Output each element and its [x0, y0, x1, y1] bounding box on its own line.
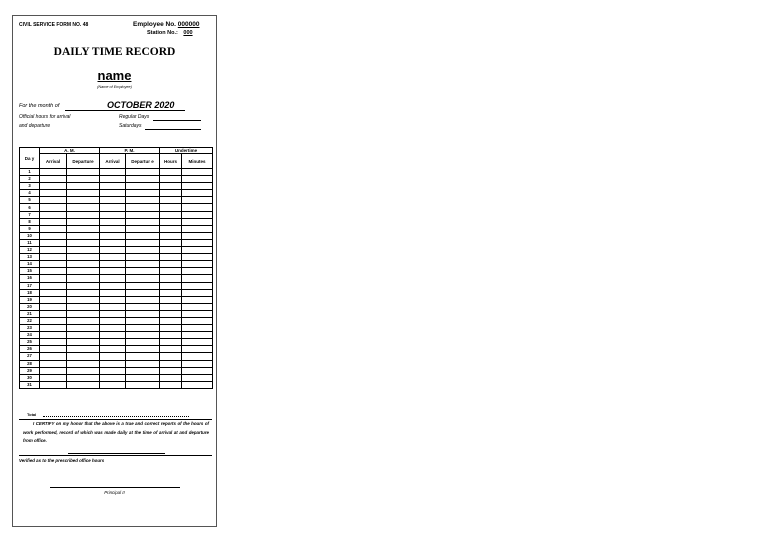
- undertime-minutes-cell[interactable]: [182, 268, 213, 275]
- undertime-hours-cell[interactable]: [160, 296, 182, 303]
- am-arrival-cell[interactable]: [40, 197, 67, 204]
- col-day-header: Da y: [20, 148, 40, 169]
- col-undertime-header: Undertime: [160, 148, 213, 154]
- am-arrival-cell[interactable]: [40, 190, 67, 197]
- day-row: [20, 268, 213, 275]
- undertime-hours-cell[interactable]: [160, 289, 182, 296]
- day-number: 17: [20, 282, 40, 289]
- form-number: CIVIL SERVICE FORM NO. 48: [19, 22, 89, 28]
- day-number: 23: [20, 325, 40, 332]
- undertime-minutes-cell[interactable]: [182, 275, 213, 282]
- pm-departure-cell[interactable]: [126, 254, 160, 261]
- pm-departure-cell[interactable]: [126, 332, 160, 339]
- day-number: 31: [20, 381, 40, 388]
- pm-arrival-cell[interactable]: [100, 296, 126, 303]
- employee-no-label: Employee No.: [133, 21, 176, 28]
- day-number: 19: [20, 296, 40, 303]
- am-departure-cell[interactable]: [67, 261, 100, 268]
- undertime-hours-cell[interactable]: [160, 360, 182, 367]
- pm-departure-cell[interactable]: [126, 275, 160, 282]
- undertime-minutes-cell[interactable]: [182, 339, 213, 346]
- undertime-hours-cell[interactable]: [160, 183, 182, 190]
- undertime-hours-cell[interactable]: [160, 353, 182, 360]
- undertime-minutes-cell[interactable]: [182, 346, 213, 353]
- verified-text: Verified as to the prescribed office hours: [19, 458, 105, 463]
- pm-arrival-cell[interactable]: [100, 310, 126, 317]
- col-pm-header: P. M.: [100, 148, 160, 154]
- pm-departure-cell[interactable]: [126, 197, 160, 204]
- undertime-minutes-cell[interactable]: [182, 247, 213, 254]
- day-number: 27: [20, 353, 40, 360]
- pm-arrival-cell[interactable]: [100, 360, 126, 367]
- undertime-hours-cell[interactable]: [160, 374, 182, 381]
- day-row: [20, 317, 213, 324]
- am-departure-cell[interactable]: [67, 218, 100, 225]
- undertime-hours-cell[interactable]: [160, 204, 182, 211]
- pm-arrival-cell[interactable]: [100, 346, 126, 353]
- undertime-hours-cell[interactable]: [160, 254, 182, 261]
- day-number: 14: [20, 261, 40, 268]
- am-arrival-cell[interactable]: [40, 374, 67, 381]
- am-arrival-cell[interactable]: [40, 183, 67, 190]
- am-departure-cell[interactable]: [67, 232, 100, 239]
- day-number: 12: [20, 247, 40, 254]
- certification-text: I CERTIFY on my honor that the above is a true and correct reports of the hours of work performed, record of which was made daily at the time of arrival at and departure from office.: [23, 421, 209, 443]
- am-departure-cell[interactable]: [67, 225, 100, 232]
- time-record-body: [20, 169, 213, 389]
- am-departure-cell[interactable]: [67, 204, 100, 211]
- saturdays-line: [145, 129, 201, 130]
- undertime-hours-cell[interactable]: [160, 239, 182, 246]
- day-number: 6: [20, 204, 40, 211]
- am-arrival-cell[interactable]: [40, 268, 67, 275]
- am-arrival-cell[interactable]: [40, 211, 67, 218]
- am-departure-cell[interactable]: [67, 183, 100, 190]
- pm-arrival-cell[interactable]: [100, 211, 126, 218]
- day-row: [20, 339, 213, 346]
- undertime-hours-cell[interactable]: [160, 218, 182, 225]
- undertime-minutes-cell[interactable]: [182, 225, 213, 232]
- day-row: [20, 254, 213, 261]
- day-row: [20, 190, 213, 197]
- pm-arrival-cell[interactable]: [100, 289, 126, 296]
- dtr-form: [12, 15, 217, 527]
- day-number: 25: [20, 339, 40, 346]
- day-row: [20, 360, 213, 367]
- pm-departure-cell[interactable]: [126, 190, 160, 197]
- day-number: 9: [20, 225, 40, 232]
- day-row: [20, 381, 213, 388]
- am-departure-cell[interactable]: [67, 211, 100, 218]
- station-no-value: 000: [183, 30, 193, 36]
- am-arrival-cell[interactable]: [40, 247, 67, 254]
- total-row: [27, 412, 36, 417]
- undertime-minutes-cell[interactable]: [182, 374, 213, 381]
- am-departure-cell[interactable]: [67, 374, 100, 381]
- am-departure-cell[interactable]: [67, 190, 100, 197]
- undertime-hours-cell[interactable]: [160, 225, 182, 232]
- undertime-minutes-cell[interactable]: [182, 211, 213, 218]
- pm-departure-cell[interactable]: [126, 169, 160, 176]
- am-arrival-cell[interactable]: [40, 303, 67, 310]
- pm-departure-cell[interactable]: [126, 317, 160, 324]
- pm-departure-cell[interactable]: [126, 289, 160, 296]
- undertime-hours-cell[interactable]: [160, 169, 182, 176]
- pm-departure-cell[interactable]: [126, 176, 160, 183]
- pm-arrival-cell[interactable]: [100, 282, 126, 289]
- am-departure-cell[interactable]: [67, 239, 100, 246]
- pm-arrival-cell[interactable]: [100, 232, 126, 239]
- day-number: 2: [20, 176, 40, 183]
- day-row: [20, 310, 213, 317]
- am-departure-cell[interactable]: [67, 197, 100, 204]
- am-arrival-cell[interactable]: [40, 346, 67, 353]
- day-number: 15: [20, 268, 40, 275]
- undertime-minutes-cell[interactable]: [182, 197, 213, 204]
- day-number: 29: [20, 367, 40, 374]
- undertime-minutes-cell[interactable]: [182, 261, 213, 268]
- day-row: [20, 197, 213, 204]
- day-number: 8: [20, 218, 40, 225]
- pm-departure-cell[interactable]: [126, 339, 160, 346]
- am-departure-cell[interactable]: [67, 247, 100, 254]
- undertime-hours-cell[interactable]: [160, 232, 182, 239]
- station-no-row: [147, 30, 193, 36]
- am-arrival-cell[interactable]: [40, 232, 67, 239]
- day-row: [20, 325, 213, 332]
- undertime-minutes-cell[interactable]: [182, 332, 213, 339]
- pm-arrival-cell[interactable]: [100, 339, 126, 346]
- col-am-arrival: Arrival: [40, 154, 67, 169]
- day-row: [20, 211, 213, 218]
- undertime-hours-cell[interactable]: [160, 317, 182, 324]
- undertime-minutes-cell[interactable]: [182, 183, 213, 190]
- day-row: [20, 183, 213, 190]
- total-dotted-line: [43, 416, 189, 417]
- employee-name-caption: (Name of Employee): [97, 85, 132, 89]
- undertime-hours-cell[interactable]: [160, 261, 182, 268]
- pm-arrival-cell[interactable]: [100, 218, 126, 225]
- pm-arrival-cell[interactable]: [100, 353, 126, 360]
- am-departure-cell[interactable]: [67, 360, 100, 367]
- official-hours-line1: Official hours for arrival: [19, 114, 71, 120]
- pm-arrival-cell[interactable]: [100, 374, 126, 381]
- day-row: [20, 218, 213, 225]
- form-title: DAILY TIME RECORD: [53, 46, 176, 58]
- pm-departure-cell[interactable]: [126, 268, 160, 275]
- day-number: 18: [20, 289, 40, 296]
- pm-arrival-cell[interactable]: [100, 190, 126, 197]
- undertime-hours-cell[interactable]: [160, 197, 182, 204]
- am-arrival-cell[interactable]: [40, 339, 67, 346]
- pm-departure-cell[interactable]: [126, 374, 160, 381]
- am-arrival-cell[interactable]: [40, 332, 67, 339]
- am-arrival-cell[interactable]: [40, 225, 67, 232]
- day-row: [20, 275, 213, 282]
- col-undertime-hours: Hours: [160, 154, 182, 169]
- undertime-hours-cell[interactable]: [160, 367, 182, 374]
- total-label: Total: [27, 412, 37, 417]
- pm-arrival-cell[interactable]: [100, 225, 126, 232]
- pm-departure-cell[interactable]: [126, 225, 160, 232]
- pm-departure-cell[interactable]: [126, 211, 160, 218]
- day-row: [20, 332, 213, 339]
- am-arrival-cell[interactable]: [40, 218, 67, 225]
- undertime-minutes-cell[interactable]: [182, 325, 213, 332]
- am-departure-cell[interactable]: [67, 254, 100, 261]
- am-departure-cell[interactable]: [67, 169, 100, 176]
- pm-departure-cell[interactable]: [126, 261, 160, 268]
- am-arrival-cell[interactable]: [40, 261, 67, 268]
- am-arrival-cell[interactable]: [40, 325, 67, 332]
- day-number: 11: [20, 239, 40, 246]
- am-arrival-cell[interactable]: [40, 353, 67, 360]
- day-number: 1: [20, 169, 40, 176]
- pm-departure-cell[interactable]: [126, 247, 160, 254]
- day-row: [20, 353, 213, 360]
- undertime-minutes-cell[interactable]: [182, 239, 213, 246]
- undertime-hours-cell[interactable]: [160, 325, 182, 332]
- pm-departure-cell[interactable]: [126, 183, 160, 190]
- undertime-hours-cell[interactable]: [160, 282, 182, 289]
- pm-arrival-cell[interactable]: [100, 268, 126, 275]
- undertime-minutes-cell[interactable]: [182, 303, 213, 310]
- day-row: [20, 367, 213, 374]
- pm-arrival-cell[interactable]: [100, 247, 126, 254]
- pm-arrival-cell[interactable]: [100, 275, 126, 282]
- day-number: 4: [20, 190, 40, 197]
- undertime-minutes-cell[interactable]: [182, 218, 213, 225]
- month-value: OCTOBER 2020: [107, 100, 175, 110]
- am-arrival-cell[interactable]: [40, 275, 67, 282]
- am-departure-cell[interactable]: [67, 339, 100, 346]
- pm-arrival-cell[interactable]: [100, 197, 126, 204]
- undertime-hours-cell[interactable]: [160, 303, 182, 310]
- pm-arrival-cell[interactable]: [100, 367, 126, 374]
- day-row: [20, 232, 213, 239]
- am-departure-cell[interactable]: [67, 296, 100, 303]
- time-record-table: [19, 147, 213, 389]
- day-number: 26: [20, 346, 40, 353]
- am-departure-cell[interactable]: [67, 346, 100, 353]
- pm-arrival-cell[interactable]: [100, 303, 126, 310]
- day-number: 24: [20, 332, 40, 339]
- undertime-hours-cell[interactable]: [160, 339, 182, 346]
- am-arrival-cell[interactable]: [40, 169, 67, 176]
- undertime-minutes-cell[interactable]: [182, 289, 213, 296]
- am-departure-cell[interactable]: [67, 317, 100, 324]
- pm-arrival-cell[interactable]: [100, 261, 126, 268]
- am-departure-cell[interactable]: [67, 176, 100, 183]
- month-value-line: [107, 110, 185, 111]
- day-row: [20, 303, 213, 310]
- day-number: 16: [20, 275, 40, 282]
- col-undertime-minutes: Minutes: [182, 154, 213, 169]
- pm-arrival-cell[interactable]: [100, 204, 126, 211]
- pm-departure-cell[interactable]: [126, 218, 160, 225]
- day-number: 7: [20, 211, 40, 218]
- am-arrival-cell[interactable]: [40, 204, 67, 211]
- day-number: 22: [20, 317, 40, 324]
- day-row: [20, 282, 213, 289]
- day-row: [20, 261, 213, 268]
- station-no-label: Station No.:: [147, 30, 178, 36]
- am-arrival-cell[interactable]: [40, 381, 67, 388]
- am-departure-cell[interactable]: [67, 303, 100, 310]
- day-number: 30: [20, 374, 40, 381]
- day-row: [20, 247, 213, 254]
- am-departure-cell[interactable]: [67, 289, 100, 296]
- pm-arrival-cell[interactable]: [100, 169, 126, 176]
- col-pm-arrival: Arrival: [100, 154, 126, 169]
- undertime-hours-cell[interactable]: [160, 346, 182, 353]
- pm-arrival-cell[interactable]: [100, 183, 126, 190]
- day-row: [20, 296, 213, 303]
- pm-departure-cell[interactable]: [126, 367, 160, 374]
- undertime-hours-cell[interactable]: [160, 332, 182, 339]
- day-number: 20: [20, 303, 40, 310]
- pm-departure-cell[interactable]: [126, 282, 160, 289]
- undertime-hours-cell[interactable]: [160, 310, 182, 317]
- undertime-minutes-cell[interactable]: [182, 367, 213, 374]
- undertime-hours-cell[interactable]: [160, 176, 182, 183]
- day-number: 3: [20, 183, 40, 190]
- am-departure-cell[interactable]: [67, 282, 100, 289]
- undertime-hours-cell[interactable]: [160, 275, 182, 282]
- am-departure-cell[interactable]: [67, 367, 100, 374]
- day-row: [20, 346, 213, 353]
- regular-days-label: Regular Days: [119, 114, 150, 120]
- col-am-departure: Departure: [67, 154, 100, 169]
- pm-departure-cell[interactable]: [126, 310, 160, 317]
- undertime-minutes-cell[interactable]: [182, 176, 213, 183]
- am-arrival-cell[interactable]: [40, 282, 67, 289]
- pm-departure-cell[interactable]: [126, 360, 160, 367]
- am-departure-cell[interactable]: [67, 268, 100, 275]
- undertime-hours-cell[interactable]: [160, 381, 182, 388]
- am-departure-cell[interactable]: [67, 275, 100, 282]
- undertime-minutes-cell[interactable]: [182, 310, 213, 317]
- pm-departure-cell[interactable]: [126, 353, 160, 360]
- day-row: [20, 239, 213, 246]
- pm-departure-cell[interactable]: [126, 325, 160, 332]
- undertime-minutes-cell[interactable]: [182, 360, 213, 367]
- pm-departure-cell[interactable]: [126, 381, 160, 388]
- principal-title: Principal II: [104, 490, 125, 495]
- pm-arrival-cell[interactable]: [100, 317, 126, 324]
- signature-line: [68, 453, 165, 454]
- pm-departure-cell[interactable]: [126, 232, 160, 239]
- verified-rule: [19, 455, 212, 456]
- pm-arrival-cell[interactable]: [100, 239, 126, 246]
- undertime-minutes-cell[interactable]: [182, 381, 213, 388]
- am-arrival-cell[interactable]: [40, 360, 67, 367]
- undertime-minutes-cell[interactable]: [182, 282, 213, 289]
- am-arrival-cell[interactable]: [40, 367, 67, 374]
- day-row: [20, 176, 213, 183]
- am-departure-cell[interactable]: [67, 353, 100, 360]
- pm-arrival-cell[interactable]: [100, 176, 126, 183]
- am-departure-cell[interactable]: [67, 381, 100, 388]
- regular-days-line: [153, 120, 201, 121]
- am-arrival-cell[interactable]: [40, 239, 67, 246]
- day-number: 5: [20, 197, 40, 204]
- undertime-hours-cell[interactable]: [160, 247, 182, 254]
- principal-signature-line: [50, 487, 180, 488]
- day-number: 21: [20, 310, 40, 317]
- pm-departure-cell[interactable]: [126, 303, 160, 310]
- month-label-line: [65, 110, 108, 111]
- pm-departure-cell[interactable]: [126, 239, 160, 246]
- col-am-header: A. M.: [40, 148, 100, 154]
- am-departure-cell[interactable]: [67, 325, 100, 332]
- undertime-minutes-cell[interactable]: [182, 169, 213, 176]
- am-departure-cell[interactable]: [67, 332, 100, 339]
- undertime-minutes-cell[interactable]: [182, 190, 213, 197]
- official-hours-line2: and departure: [19, 123, 51, 129]
- am-arrival-cell[interactable]: [40, 296, 67, 303]
- undertime-minutes-cell[interactable]: [182, 204, 213, 211]
- day-row: [20, 225, 213, 232]
- undertime-minutes-cell[interactable]: [182, 254, 213, 261]
- pm-departure-cell[interactable]: [126, 204, 160, 211]
- am-arrival-cell[interactable]: [40, 317, 67, 324]
- undertime-hours-cell[interactable]: [160, 211, 182, 218]
- day-number: 13: [20, 254, 40, 261]
- month-label: For the month of: [19, 103, 60, 109]
- employee-no-row: [133, 21, 200, 28]
- am-arrival-cell[interactable]: [40, 254, 67, 261]
- employee-name: name: [97, 68, 132, 83]
- pm-arrival-cell[interactable]: [100, 332, 126, 339]
- day-row: [20, 204, 213, 211]
- undertime-minutes-cell[interactable]: [182, 353, 213, 360]
- undertime-minutes-cell[interactable]: [182, 296, 213, 303]
- day-number: 10: [20, 232, 40, 239]
- pm-arrival-cell[interactable]: [100, 325, 126, 332]
- undertime-minutes-cell[interactable]: [182, 317, 213, 324]
- am-arrival-cell[interactable]: [40, 176, 67, 183]
- am-departure-cell[interactable]: [67, 310, 100, 317]
- undertime-hours-cell[interactable]: [160, 190, 182, 197]
- day-row: [20, 289, 213, 296]
- employee-no-value: 000000: [177, 21, 200, 28]
- day-row: [20, 374, 213, 381]
- am-arrival-cell[interactable]: [40, 310, 67, 317]
- pm-departure-cell[interactable]: [126, 346, 160, 353]
- col-pm-departure: Departur e: [126, 154, 160, 169]
- day-row: [20, 169, 213, 176]
- pm-arrival-cell[interactable]: [100, 254, 126, 261]
- pm-arrival-cell[interactable]: [100, 381, 126, 388]
- saturdays-label: Saturdays: [119, 123, 142, 129]
- am-arrival-cell[interactable]: [40, 289, 67, 296]
- undertime-minutes-cell[interactable]: [182, 232, 213, 239]
- day-number: 28: [20, 360, 40, 367]
- pm-departure-cell[interactable]: [126, 296, 160, 303]
- undertime-hours-cell[interactable]: [160, 268, 182, 275]
